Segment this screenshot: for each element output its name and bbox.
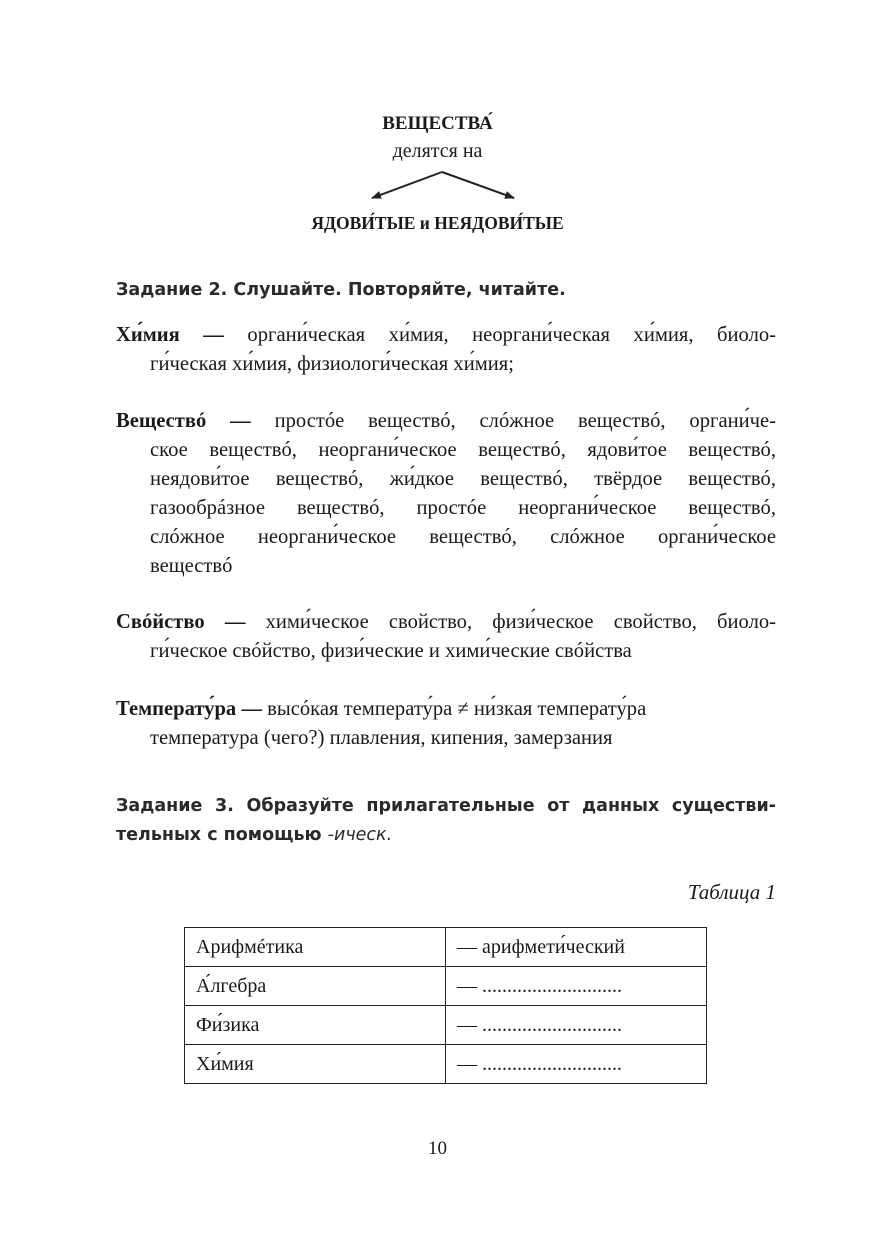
adjective-cell: — ............................ (446, 967, 707, 1006)
noun-cell: Арифмéтика (185, 928, 446, 967)
entry-term: Температу́ра — (116, 698, 262, 720)
entry-text: газообрáзное веществó, простóе неоргани́ческое веществó, (150, 497, 776, 519)
scheme-subtitle: делятся на (392, 140, 483, 162)
entry-term: Веществó — (116, 410, 251, 432)
noun-cell: Хи́мия (185, 1045, 446, 1084)
table-row (185, 1006, 707, 1045)
entry-term: Хи́мия — (116, 324, 224, 346)
scheme-title: ВЕЩЕСТВА́ (382, 113, 493, 134)
entry-term: Свóйство — (116, 611, 246, 633)
entry-text: хими́ческое свойство, физи́ческое свойство, биоло- (245, 611, 777, 633)
task3-heading (116, 792, 776, 850)
noun-cell: Фи́зика (185, 1006, 446, 1045)
task3-heading-line1: Задание 3. Образуйте прилагательные от данных существи- (116, 796, 776, 816)
page-number: 10 (428, 1138, 447, 1159)
vocab-entry-substance (116, 407, 776, 581)
vocab-entry-chemistry (116, 321, 776, 379)
scheme-result: ЯДОВИ́ТЫЕ и НЕЯДОВИ́ТЫЕ (311, 213, 564, 233)
entry-text: ское веществó, неоргани́ческое веществó, ядови́тое веществó, (150, 439, 776, 461)
adjective-cell: — ............................ (446, 1006, 707, 1045)
entry-text: ги́ческая хи́мия, физиологи́ческая хи́мия; (150, 353, 514, 375)
entry-text: температура (чего?) плавления, кипения, замерзания (150, 727, 613, 749)
table-row (185, 967, 707, 1006)
task2-heading: Задание 2. Слушайте. Повторяйте, читайте. (116, 280, 566, 300)
entry-text: веществó (150, 555, 233, 577)
entry-text: органи́ческая хи́мия, неоргани́ческая хи́мия, биоло- (223, 324, 777, 346)
derivation-table (184, 927, 707, 1084)
left-arrow (372, 172, 442, 198)
task3-suffix: -ическ. (327, 825, 393, 845)
entry-text: неядови́тое веществó, жи́дкое веществó, твёрдое веществó, (150, 468, 776, 490)
entry-text: слóжное неоргани́ческое веществó, слóжное органи́ческое (150, 526, 776, 548)
adjective-cell: — арифмети́ческий (446, 928, 707, 967)
noun-cell: А́лгебра (185, 967, 446, 1006)
entry-text: простóе веществó, слóжное веществó, органи́че- (250, 410, 776, 432)
scheme-block (0, 110, 875, 164)
table-row (185, 928, 707, 967)
entry-text: ги́ческое свóйство, физи́ческие и хими́ческие свóйства (150, 640, 632, 662)
table-caption: Таблица 1 (687, 880, 776, 904)
branch-arrows (362, 166, 522, 206)
adjective-cell: — ............................ (446, 1045, 707, 1084)
task3-heading-line2: тельных с помощью (116, 825, 328, 845)
entry-text: высóкая температу́ра ≠ ни́зкая температу́ра (261, 698, 647, 720)
vocab-entry-property (116, 608, 776, 666)
vocab-entry-temperature (116, 695, 776, 753)
right-arrow (442, 172, 514, 198)
table-row (185, 1045, 707, 1084)
